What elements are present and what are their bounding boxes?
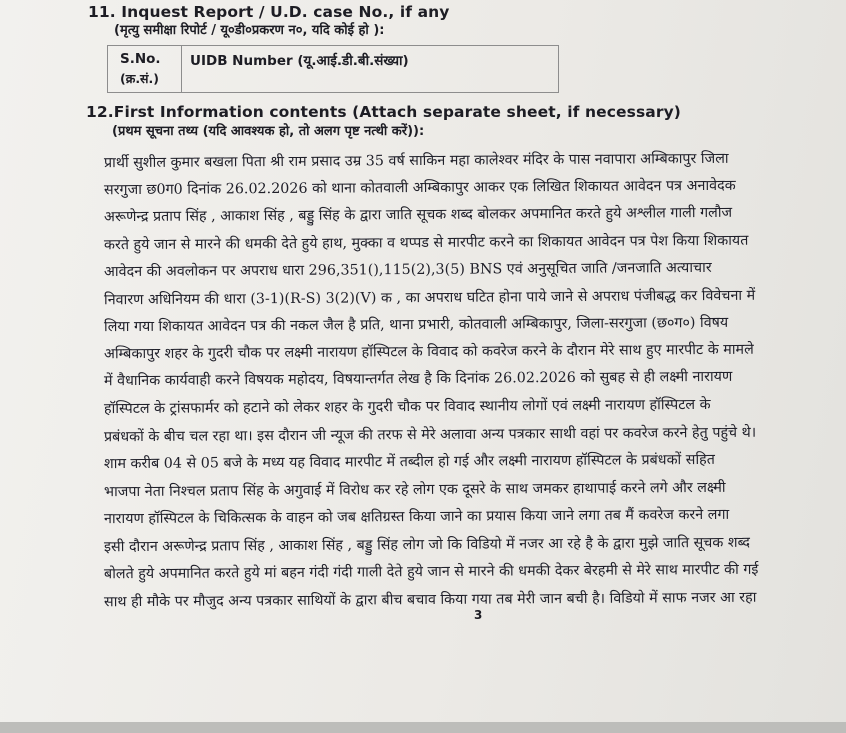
body-line: भाजपा नेता निश्चल प्रताप सिंह के अगुवाई में विरोध कर रहे लोग एक दूसरे के साथ जमकर हाथापाई करने लगे और लक्ष्मी bbox=[103, 479, 726, 501]
section-12-subtitle: (प्रथम सूचना तथ्य (यदि आवश्यक हो, तो अलग पृष्ट नत्थी करें)): bbox=[112, 124, 425, 139]
body-line: इसी दौरान अरूणेन्द्र प्रताप सिंह , आकाश सिंह , बड्डु सिंह लोग जो कि विडियो में नजर आ रहे है के द्वारा मुझे जाति सूचक शब्द bbox=[103, 534, 751, 556]
body-line: प्रबंधकों के बीच चल रहा था। इस दौरान जी न्यूज की तरफ से मेरे अलावा अन्य पत्रकार साथी वहां पर कवरेज करने हेतु पहुंचे थे। bbox=[103, 424, 757, 446]
body-line: प्रार्थी सुशील कुमार बखला पिता श्री राम प्रसाद उम्र 35 वर्ष साकिन महा कालेश्वर मंदिर के पास नवापारा अम्बिकापुर जिला bbox=[103, 150, 729, 172]
uidb-table bbox=[107, 45, 559, 93]
bottom-edge bbox=[0, 722, 846, 733]
body-line: अरूणेन्द्र प्रताप सिंह , आकाश सिंह , बड्डु सिंह के द्वारा जाति सूचक शब्द बोलकर अपमानित करते हुये अश्लील गाली गलौज bbox=[103, 204, 733, 226]
section-11-title: 11. Inquest Report / U.D. case No., if any bbox=[88, 3, 450, 21]
page-number: 3 bbox=[474, 608, 483, 622]
body-line: साथ ही मौके पर मौजुद अन्य पत्रकार साथियों के द्वारा बीच बचाव किया गया तब मेरी जान बची है। विडियो में साफ नजर आ रहा bbox=[103, 589, 757, 611]
body-line: में वैधानिक कार्यवाही करने विषयक महोदय, विषयान्तर्गत लेख है कि दिनांक 26.02.2026 को सुबह से ही लक्ष्मी नारायण bbox=[103, 368, 733, 390]
body-line: अम्बिकापुर शहर के गुदरी चौक पर लक्ष्मी नारायण हॉस्पिटल के विवाद को कवरेज करने के दौरान मेरे साथ हुए मारपीट के मामले bbox=[103, 341, 754, 363]
uidb-label: UIDB Number (यू.आई.डी.बी.संख्या) bbox=[190, 53, 409, 69]
body-line: नारायण हॉस्पिटल के चिकित्सक के वाहन को जब क्षतिग्रस्त किया जाने का प्रयास किया जाने लगा तब मैं कवरेज करने लगा bbox=[103, 506, 730, 528]
body-line: शाम करीब 04 से 05 बजे के मध्य यह विवाद मारपीट में तब्दील हो गई और लक्ष्मी नारायण हॉस्पिटल के प्रबंधकों सहित bbox=[103, 451, 715, 473]
body-line: लिया गया शिकायत आवेदन पत्र की नकल जैल है प्रति, थाना प्रभारी, कोतवाली अम्बिकापुर, जिला-सरगुजा (छ०ग०) विषय bbox=[103, 314, 729, 336]
section-12-title: 12.First Information contents (Attach separate sheet, if necessary) bbox=[86, 103, 681, 121]
sno-sub-label: (क्र.सं.) bbox=[120, 71, 159, 86]
sno-label: S.No. bbox=[120, 51, 161, 67]
section-11-subtitle: (मृत्यु समीक्षा रिपोर्ट / यू०डी०प्रकरण न०, यदि कोई हो ): bbox=[114, 23, 385, 38]
body-line: बोलते हुये अपमानित करते हुये मां बहन गंदी गंदी गाली देते हुये जान से मारने की धमकी देकर बेरहमी से मेरे साथ मारपीट की गई bbox=[103, 561, 759, 583]
body-line: सरगुजा छ0ग0 दिनांक 26.02.2026 को थाना कोतवाली अम्बिकापुर आकर एक लिखित शिकायत आवेदन पत्र अनावेदक bbox=[103, 177, 736, 199]
body-line: निवारण अधिनियम की धारा (3-1)(R-S) 3(2)(V) क , का अपराध घटित होना पाये जाने से अपराध पंजीबद्ध कर विवेचना में bbox=[103, 287, 756, 309]
body-line: हॉस्पिटल के ट्रांसफार्मर को हटाने को लेकर शहर के गुदरी चौक पर विवाद स्थानीय लोगों एवं लक्ष्मी नारायण हॉस्पिटल के bbox=[103, 396, 711, 418]
body-line: आवेदन की अवलोकन पर अपराध धारा 296,351(),115(2),3(5) BNS एवं अनुसूचित जाति /जनजाति अत्याचार bbox=[103, 259, 712, 281]
table-divider bbox=[181, 46, 182, 92]
body-line: करते हुये जान से मारने की धमकी देते हुये हाथ, मुक्का व थप्पड से मारपीट करने का शिकायत आवेदन पत्र पेश किया शिकायत bbox=[103, 232, 749, 254]
